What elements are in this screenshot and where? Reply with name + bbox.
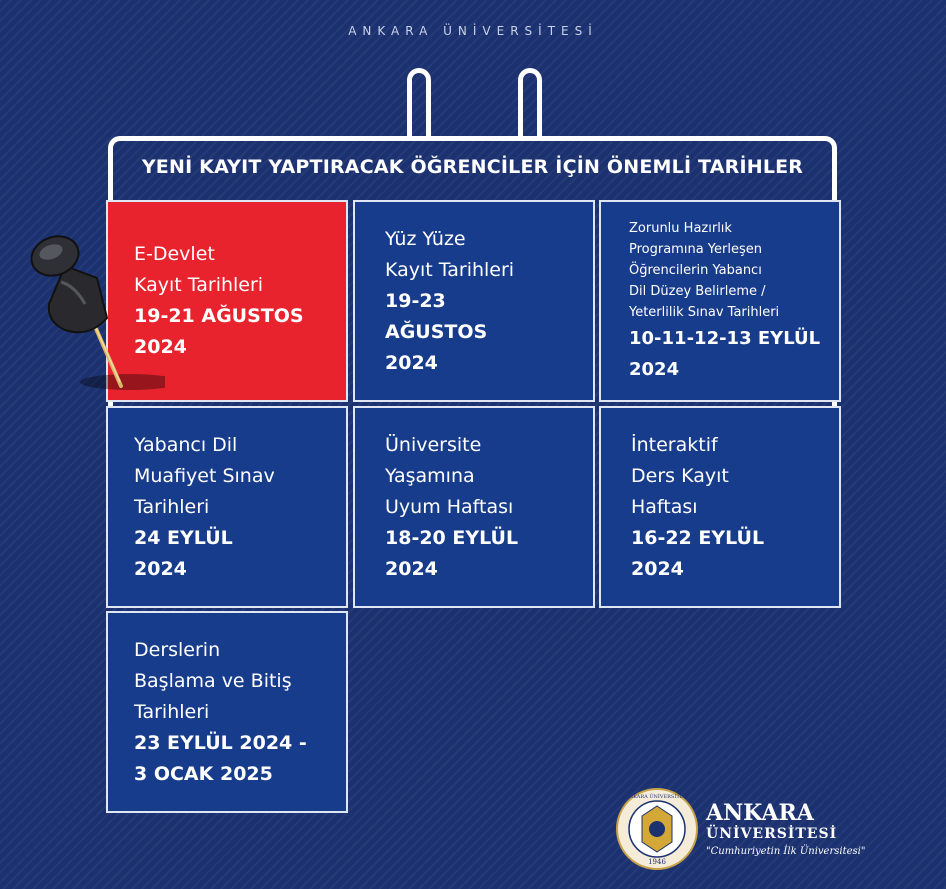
- card-label: Üniversite Yaşamına Uyum Haftası: [385, 433, 514, 518]
- card-label: İnteraktif Ders Kayıt Haftası: [631, 433, 729, 518]
- card-interactive-course-registration: [599, 406, 841, 608]
- seal-year: 1946: [648, 858, 666, 866]
- logo-name: ANKARA: [706, 800, 814, 826]
- logo-slogan: "Cumhuriyetin İlk Üniversitesi": [706, 846, 866, 857]
- card-label: Zorunlu Hazırlık Programına Yerleşen Öğrencilerin Yabancı Dil Düzey Belirleme / Yeterlilik Sınav Tarihleri: [629, 220, 780, 320]
- push-pin-icon: [25, 226, 165, 396]
- card-date: 24 EYLÜL 2024: [134, 526, 233, 580]
- card-date: 23 EYLÜL 2024 - 3 OCAK 2025: [134, 731, 307, 785]
- card-label: E-Devlet Kayıt Tarihleri: [134, 243, 264, 296]
- calendar-ring-right: [518, 68, 542, 140]
- card-label: Yüz Yüze Kayıt Tarihleri: [385, 227, 515, 281]
- logo-subtitle: ÜNİVERSİTESİ: [706, 826, 838, 842]
- card-date: 10-11-12-13 EYLÜL 2024: [629, 327, 821, 380]
- card-orientation-week: [353, 406, 595, 608]
- card-in-person-registration: [353, 200, 595, 402]
- page-title: YENİ KAYIT YAPTIRACAK ÖĞRENCİLER İÇİN ÖNEMLİ TARİHLER: [141, 156, 804, 178]
- university-logo: [616, 788, 866, 870]
- card-label: Derslerin Başlama ve Bitiş Tarihleri: [134, 638, 292, 723]
- title-bar: [108, 143, 837, 191]
- card-language-exemption-exam: [106, 406, 348, 608]
- calendar-ring-left: [407, 68, 431, 140]
- university-seal-icon: [616, 788, 698, 870]
- card-date: 16-22 EYLÜL 2024: [631, 526, 765, 580]
- seal-text: ANKARA ÜNİVERSİTESİ: [625, 794, 689, 800]
- card-prep-placement-exam: [599, 200, 841, 402]
- card-date: 19-21 AĞUSTOS 2024: [134, 305, 304, 358]
- card-label: Yabancı Dil Muafiyet Sınav Tarihleri: [134, 433, 275, 518]
- card-date: 19-23 AĞUSTOS 2024: [385, 289, 488, 374]
- card-semester-dates: [106, 611, 348, 813]
- card-date: 18-20 EYLÜL 2024: [385, 526, 519, 580]
- header-brand: ANKARA ÜNİVERSİTESİ: [348, 24, 598, 38]
